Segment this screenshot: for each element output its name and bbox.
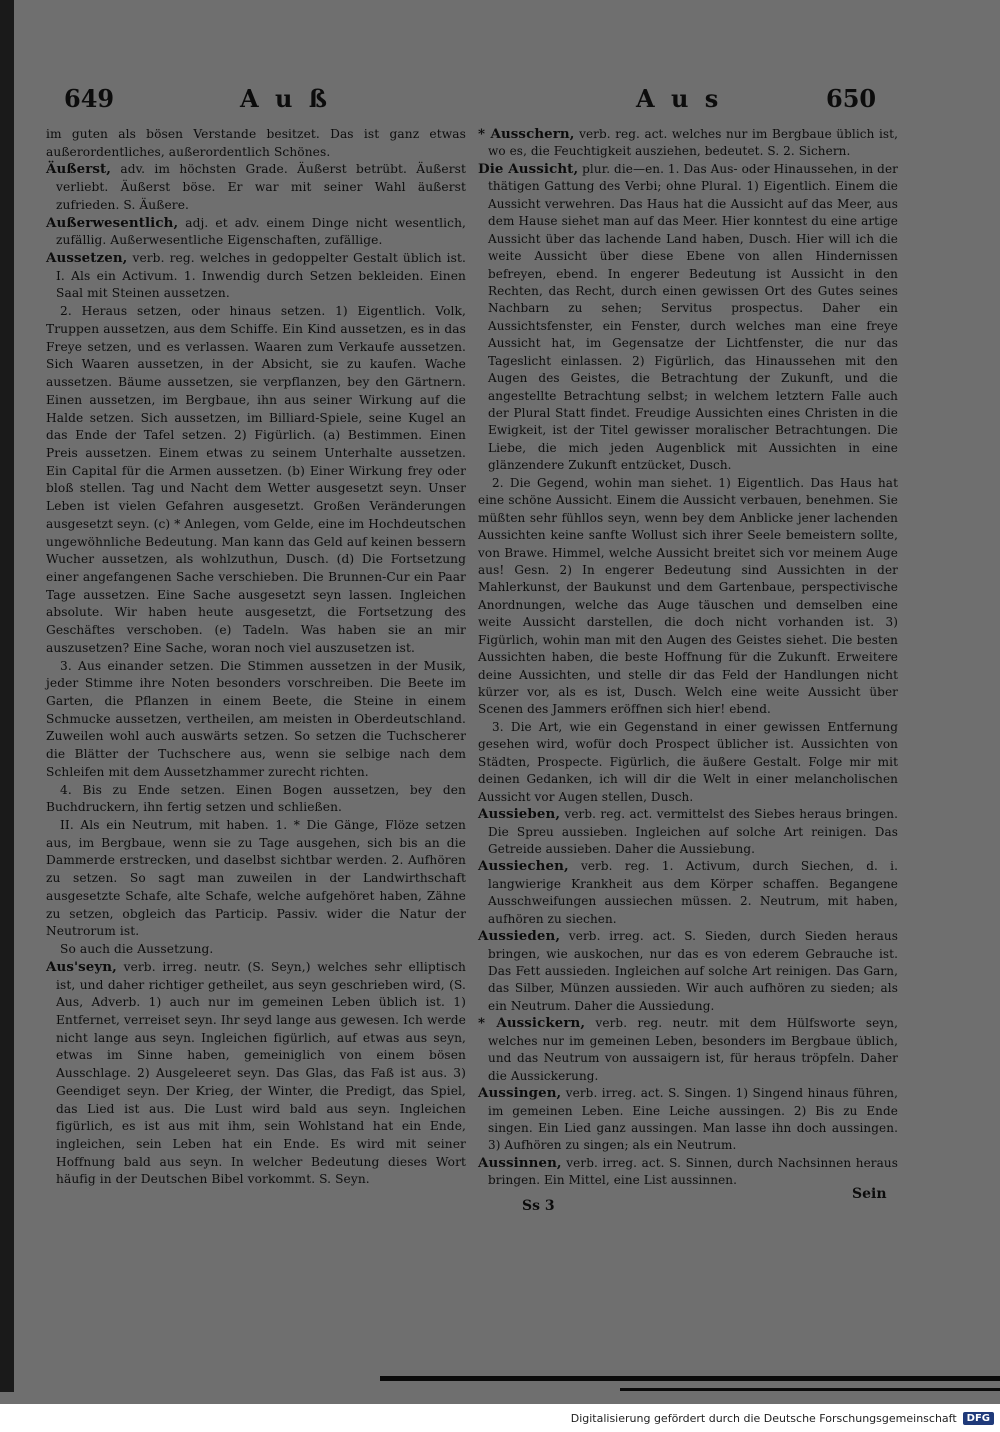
dictionary-entry [478,1085,898,1155]
entry-text: So auch die Aussetzung. [60,942,214,957]
entry-text: 2. Die Gegend, wohin man siehet. 1) Eigentlich. Das Haus hat eine schöne Aussicht. Einem die Aussicht verbauen, benehmen. Sie müßten sehr fühllos seyn, wenn bey dem Anblicke jener lachenden Aussichten keine sanfte Wollust sich ihrer Seele bemeistern sollte, von Brawe. Himmel, welche Aussicht breitet sich vor meinem Auge aus! Gesn. 2) In engerer Bedeutung sind Aussichten in der Mahlerkunst, der Baukunst und dem Gartenbaue, perspectivische Anordnungen, welche das Auge täuschen und demselben eine weite Aussicht darstellen, die doch nicht vorhanden ist. 3) Figürlich, wohin man mit den Augen des Geistes siehet. Die besten Aussichten haben, die beste Hoffnung für die Zukunft. Erweitere deine Aussichten, und stelle dir das Feld der Handlungen nicht kürzer vor, als es ist, Dusch. Welch eine weite Aussicht über Scenen des Jammers eröffnen sich hier! ebend. [478,475,898,717]
entry-text: verb. reg. act. welches nur im Bergbaue üblich ist, wo es, die Feuchtigkeit ausziehen, bedeutet. S. 2. Sichern. [488,127,898,159]
dictionary-entry [478,1015,898,1085]
entry-headword: Aus'seyn, [46,958,117,975]
entry-text: verb. irreg. act. S. Sinnen, durch Nachsinnen heraus bringen. Ein Mittel, eine List aussinnen. [488,1155,898,1188]
entry-paragraph [46,782,466,817]
dictionary-entry [478,1155,898,1190]
entry-text: 2. Heraus setzen, oder hinaus setzen. 1) Eigentlich. Volk, Truppen aussetzen, aus dem Schiffe. Ein Kind aussetzen, es in das Freye setzen, und es verlassen. Waaren zum Verkaufe aussetzen. Sich Waaren aussetzen, in der Absicht, sie zu kaufen. Wache aussetzen. Bäume aussetzen, sie verpflanzen, bey den Gärtnern. Einen aussetzen, im Bergbaue, ihn aus seiner Wirkung auf die Halde setzen. Sich aussetzen, im Billiard-Spiele, seine Kugel an das Ende der Tafel setzen. 2) Figürlich. (a) Bestimmen. Einen Preis aussetzen. Einem etwas zu seinem Unterhalte aussetzen. Ein Capital für die Armen aussetzen. (b) Einer Wirkung frey oder bloß stellen. Tag und Nacht dem Wetter ausgesetzt seyn. Unser Leben ist vielen Gefahren ausgesetzt. Großen Veränderungen ausgesetzt seyn. (c) * Anlegen, vom Gelde, eine im Hochdeutschen ungewöhnliche Bedeutung. Man kann das Geld auf keinen bessern Wucher aussetzen, als wohlzuthun, Dusch. (d) Die Fortsetzung einer angefangenen Sache verschieben. Die Brunnen-Cur ein Paar Tage aussetzen. Eine Sache ausgesetzt seyn lassen. Ingleichen absolute. Wir haben heute ausgesetzt, die Fortsetzung des Geschäftes verschoben. (e) Tadeln. Was haben sie an mir auszusetzen? Eine Sache, woran noch viel auszusetzen ist. [46,304,466,655]
entry-text: verb. irreg. neutr. (S. Seyn,) welches sehr elliptisch ist, und daher richtiger getheilet, aus seyn geschrieben wird, (S. Aus, Adverb. 1) auch nur im gemeinen Leben üblich ist. 1) Entfernet, verreiset seyn. Ihr seyd lange aus gewesen. Ich werde nicht lange aus seyn. Ingleichen figürlich, auf etwas aus seyn, etwas im Sinne haben, gemeiniglich von einem bösen Ausschlage. 2) Ausgeleeret seyn. Das Glas, das Faß ist aus. 3) Geendiget seyn. Der Krieg, der Winter, die Predigt, das Spiel, das Lied ist aus. Die Lust wird bald aus seyn. Ingleichen figürlich, es ist aus mit ihm, sein Wohlstand hat ein Ende, ingleichen, sein Leben hat ein Ende. Es wird mit seiner Hoffnung bald aus seyn. In welcher Bedeutung dieses Wort häufig in der Deutschen Bibel vorkommt. S. Seyn. [56,959,466,1187]
dictionary-entry [478,858,898,928]
entry-paragraph [478,475,898,719]
entry-headword: Aussinnen, [478,1154,562,1171]
dictionary-entry [46,250,466,303]
entry-text: II. Als ein Neutrum, mit haben. 1. * Die Gänge, Flöze setzen aus, im Bergbaue, wenn sie zu Tage ausgehen, sich bis an die Dammerde erstrecken, und daselbst sichtbar werden. 2. Aufhören zu setzen. So sagt man zuweilen in der Landwirthschaft ausgesetzte Schafe, alte Schafe, welche aufgehöret haben, Zähne zu setzen, obgleich das Particip. Passiv. wider die Natur der Neutrorum ist. [46,818,466,939]
dictionary-entry [46,959,466,1189]
entry-paragraph [46,941,466,959]
left-column [46,126,466,1189]
entry-text: verb. reg. welches in gedoppelter Gestalt üblich ist. I. Als ein Activum. 1. Inwendig durch Setzen bekleiden. Einen Saal mit Steinen aussetzen. [56,251,466,301]
entry-headword: Die Aussicht, [478,160,579,177]
entry-headword: Außerwesentlich, [46,214,179,231]
entry-text: adv. im höchsten Grade. Äußerst betrübt. Äußerst verliebt. Äußerst böse. Er war mit seiner Wahl äußerst zufrieden. S. Äußere. [56,162,466,212]
entry-headword: Aussieden, [478,928,561,945]
entry-text: verb. reg. 1. Activum, durch Siechen, d. i. langwierige Krankheit aus dem Körper schaffen. Begangene Ausschweifungen aussiechen müssen. 2. Neutrum, mit haben, aufhören zu siechen. [488,859,898,926]
entry-headword: Aussieben, [478,806,561,823]
footer-bar [0,1404,1000,1432]
bottom-rule-secondary [620,1388,1000,1391]
entry-text: 4. Bis zu Ende setzen. Einen Bogen aussetzen, bey den Buchdruckern, ihn fertig setzen und schließen. [46,782,466,815]
footer-credit-text: Digitalisierung gefördert durch die Deutsche Forschungsgemeinschaft [570,1411,957,1425]
dictionary-entry [478,806,898,858]
entry-text: verb. irreg. act. S. Sieden, durch Sieden heraus bringen, wie auskochen, nur das es von ederem Gebrauche ist. Das Fett aussieden. Ingleichen auf solche Art reinigen. Das Garn, das Silber, Münzen aussieden. Wir auch aufhören zu sieden; als ein Neutrum. Daher die Aussiedung. [488,929,898,1013]
left-page-number: 649 [64,84,115,113]
entry-paragraph [46,303,466,657]
entry-text: verb. irreg. act. S. Singen. 1) Singend hinaus führen, im gemeinen Leben. Eine Leiche aussingen. 2) Bis zu Ende singen. Ein Lied ganz aussingen. Man lasse ihn doch aussingen. 3) Aufhören zu singen; als ein Neutrum. [488,1086,898,1153]
entry-paragraph [46,126,466,161]
dictionary-entry [478,161,898,475]
entry-headword: Aussiechen, [478,858,569,875]
entry-headword: Äußerst, [46,161,112,178]
right-page-number: 650 [826,84,877,113]
entry-text: verb. reg. neutr. mit dem Hülfsworte seyn, welches nur im gemeinen Leben, besonders im Bergbaue üblich, und das Neutrum von aussaigern ist, für heraus tröpfeln. Daher die Aussickerung. [488,1016,898,1083]
left-running-head: A u ß [240,84,332,113]
right-column [478,126,898,1190]
signature-mark: Ss 3 [522,1198,555,1214]
entry-text: adj. et adv. einem Dinge nicht wesentlich, zufällig. Außerwesentliche Eigenschaften, zufällige. [56,215,466,248]
page-edge-shadow [0,0,14,1392]
dictionary-entry [478,126,898,161]
entry-paragraph [478,719,898,806]
entry-headword: * Aussickern, [478,1015,586,1032]
entry-text: im guten als bösen Verstande besitzet. Das ist ganz etwas außerordentliches, außerordentlich Schönes. [46,127,466,159]
dictionary-entry [478,928,898,1015]
dictionary-entry [46,215,466,250]
catchword: Sein [852,1186,887,1202]
entry-text: 3. Aus einander setzen. Die Stimmen aussetzen in der Musik, jeder Stimme ihre Noten besonders vorschreiben. Die Beete im Garten, die Pflanzen in einem Beete, die Steine in einem Schmucke aussetzen, vertheilen, am meisten in Oberdeutschland. Zuweilen wohl auch auswärts setzen. So setzen die Tuchscherer die Blätter der Tuchschere aus, wenn sie selbige nach dem Schleifen mit dem Aussetzhammer zurecht richten. [46,658,466,779]
bottom-rule [380,1376,1000,1381]
dictionary-entry [46,161,466,214]
entry-text: plur. die—en. 1. Das Aus- oder Hinaussehen, in der thätigen Gattung des Verbi; ohne Plural. 1) Eigentlich. Einem die Aussicht verwehren. Das Haus hat die Aussicht auf das Meer, aus dem Hause siehet man auf das Meer. Hier konntest du eine artige Aussicht über das lachende Land haben, Dusch. Hier will ich die weite Aussicht über diese Ebene von allen Hindernissen befreyen, ebend. In engerer Bedeutung ist Aussicht in den Rechten, das Recht, durch einen gewissen Ort des Gutes seines Nachbarn zu sehen; Servitus prospectus. Daher ein Aussichtsfenster, ein Fenster, durch welches man eine freye Aussicht hat, im Gegensatze der Lichtfenster, die nur das Tageslicht einlassen. 2) Figürlich, das Hinaussehen mit den Augen des Geistes, die Betrachtung der Zukunft, und die angestellte Betrachtung selbst; in welchem letztern Falle auch der Plural Statt findet. Freudige Aussichten eines Christen in die Ewigkeit, ist der Titel gewisser moralischer Betrachtungen. Die Liebe, die mich jeden Augenblick mit Aussichten in eine glänzendere Zukunft entzücket, Dusch. [488,161,898,473]
entry-paragraph [46,658,466,782]
entry-text: 3. Die Art, wie ein Gegenstand in einer gewissen Entfernung gesehen wird, wofür doch Prospect üblicher ist. Aussichten von Städten, Prospecte. Figürlich, die äußere Gestalt. Folge mir mit deinen Gedanken, ich will dir die Welt in einer melancholischen Aussicht vor Augen stellen, Dusch. [478,719,898,804]
dfg-logo: DFG [963,1412,994,1425]
entry-headword: * Ausschern, [478,126,575,142]
right-running-head: A u s [636,84,723,113]
entry-text: verb. reg. act. vermittelst des Siebes heraus bringen. Die Spreu aussieben. Ingleichen auf solche Art reinigen. Das Getreide aussieben. Daher die Aussiebung. [488,807,898,856]
entry-headword: Aussingen, [478,1085,562,1102]
entry-paragraph [46,817,466,941]
entry-headword: Aussetzen, [46,250,128,267]
